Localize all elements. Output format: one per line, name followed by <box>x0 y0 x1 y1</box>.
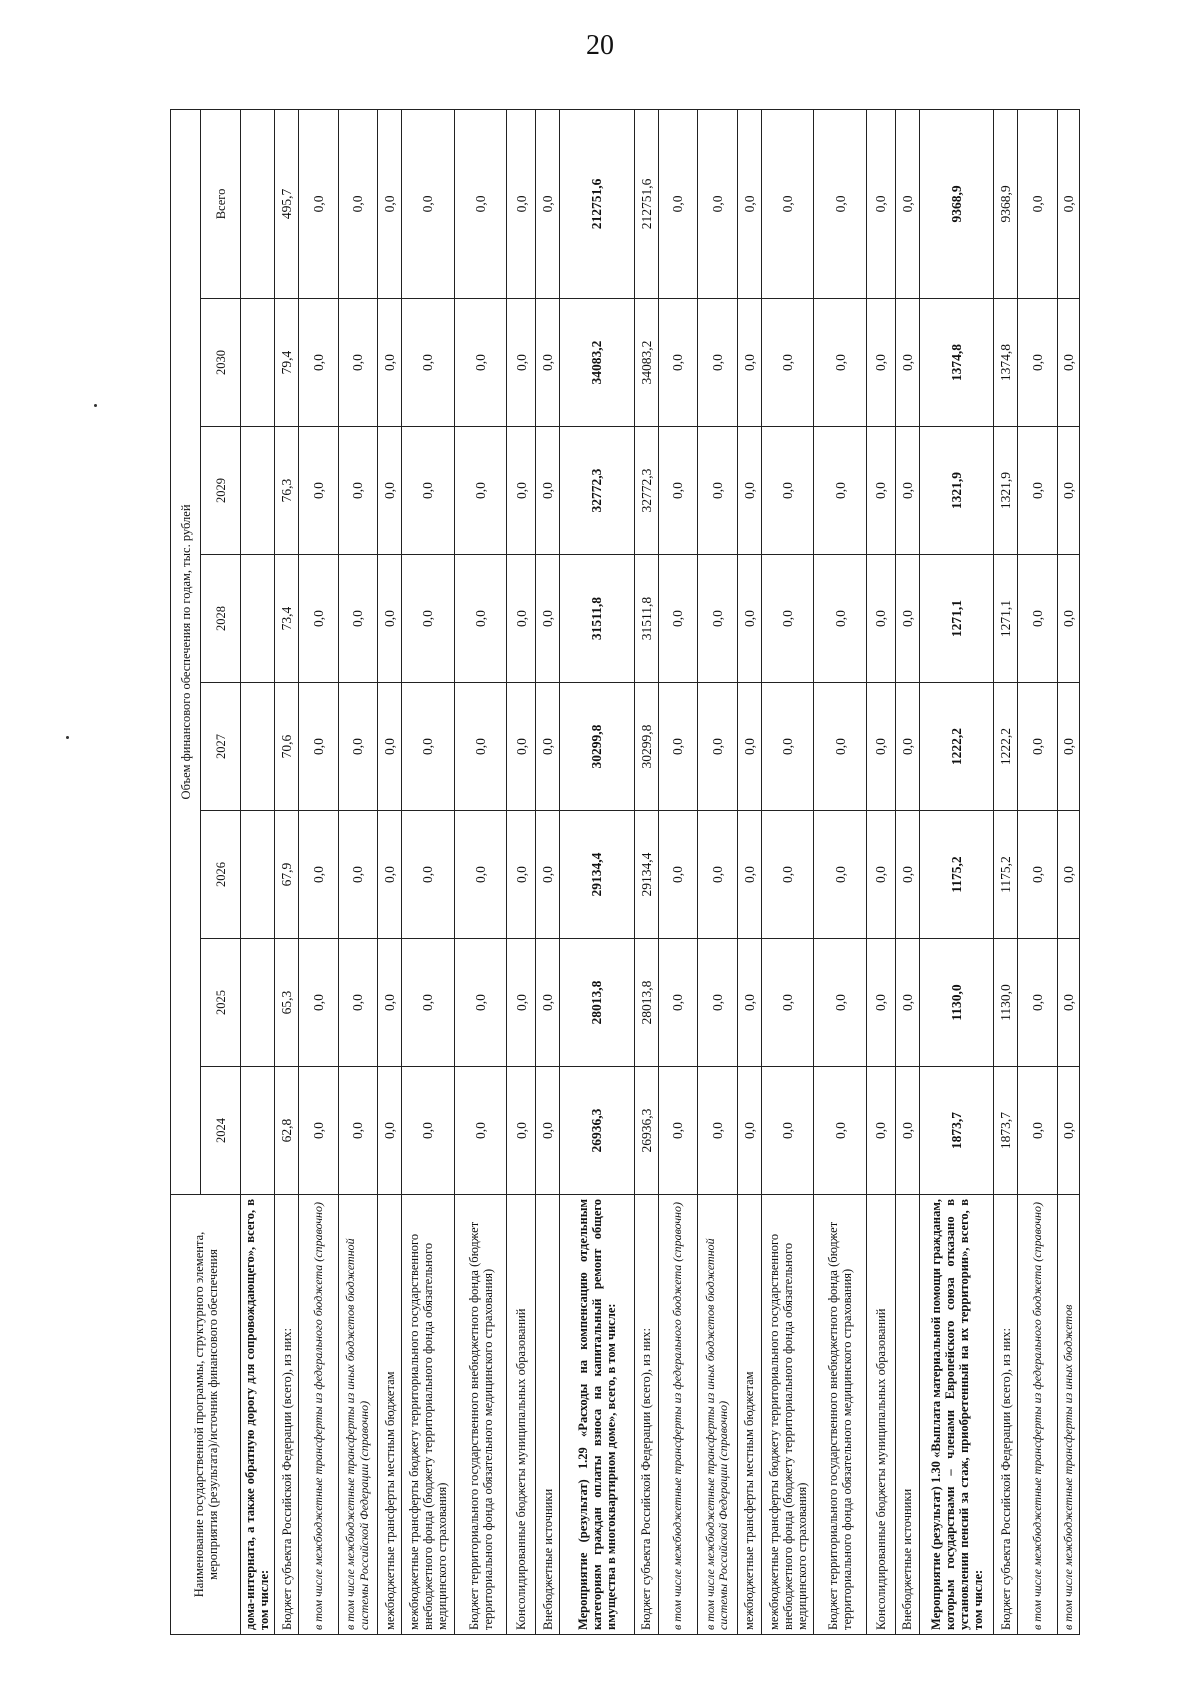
value-cell: 0,0 <box>402 109 455 298</box>
value-cell: 0,0 <box>507 555 536 683</box>
value-cell: 0,0 <box>454 299 507 427</box>
value-cell: 0,0 <box>535 427 559 555</box>
value-cell: 0,0 <box>402 427 455 555</box>
value-cell: 32772,3 <box>560 427 635 555</box>
value-cell: 0,0 <box>378 811 402 939</box>
value-cell: 0,0 <box>338 811 377 939</box>
financing-table-frame <box>170 110 1080 1635</box>
header-volume-caption: Объем финансового обеспечения по годам, тыс. рублей <box>171 109 201 1194</box>
value-cell: 0,0 <box>698 939 737 1067</box>
value-cell: 212751,6 <box>560 109 635 298</box>
value-cell: 79,4 <box>274 299 298 427</box>
row-label: Бюджет субъекта Российской Федерации (всего), из них: <box>994 1195 1018 1635</box>
value-cell: 0,0 <box>299 683 338 811</box>
value-cell: 0,0 <box>895 939 919 1067</box>
value-cell: 0,0 <box>737 109 761 298</box>
page-number: 20 <box>586 30 614 61</box>
value-cell: 0,0 <box>895 427 919 555</box>
value-cell <box>241 427 275 555</box>
value-cell: 0,0 <box>761 939 814 1067</box>
table-row <box>241 109 275 1634</box>
value-cell: 0,0 <box>299 109 338 298</box>
value-cell: 0,0 <box>1018 811 1057 939</box>
value-cell: 9368,9 <box>919 109 994 298</box>
value-cell: 0,0 <box>895 555 919 683</box>
value-cell: 1222,2 <box>919 683 994 811</box>
value-cell: 0,0 <box>761 683 814 811</box>
table-row <box>814 109 867 1634</box>
table-row <box>507 109 536 1634</box>
value-cell: 70,6 <box>274 683 298 811</box>
row-label: межбюджетные трансферты местным бюджетам <box>378 1195 402 1635</box>
value-cell: 0,0 <box>454 109 507 298</box>
value-cell: 0,0 <box>658 1067 697 1195</box>
value-cell: 0,0 <box>761 299 814 427</box>
value-cell: 0,0 <box>737 1067 761 1195</box>
value-cell: 0,0 <box>1057 811 1079 939</box>
row-label: межбюджетные трансферты местным бюджетам <box>737 1195 761 1635</box>
value-cell: 0,0 <box>535 939 559 1067</box>
row-label: Бюджет субъекта Российской Федерации (всего), из них: <box>634 1195 658 1635</box>
header-name-column: Наименование государственной программы, структурного элемента, мероприятия (результата)/источник финансового обеспечения <box>171 1195 241 1635</box>
table-row <box>1018 109 1057 1634</box>
value-cell: 0,0 <box>507 939 536 1067</box>
value-cell <box>241 299 275 427</box>
value-cell: 0,0 <box>402 1067 455 1195</box>
value-cell: 0,0 <box>658 555 697 683</box>
row-label: в том числе межбюджетные трансферты из федерального бюджета (справочно) <box>658 1195 697 1635</box>
value-cell: 31511,8 <box>634 555 658 683</box>
value-cell: 0,0 <box>378 109 402 298</box>
value-cell: 0,0 <box>1057 939 1079 1067</box>
value-cell: 0,0 <box>338 555 377 683</box>
value-cell: 0,0 <box>1018 299 1057 427</box>
row-label: в том числе межбюджетные трансферты из иных бюджетов бюджетной системы Российской Федерации (справочно) <box>338 1195 377 1635</box>
header-year-2029: 2029 <box>201 427 241 555</box>
value-cell: 0,0 <box>867 299 896 427</box>
value-cell: 0,0 <box>698 811 737 939</box>
value-cell: 0,0 <box>658 683 697 811</box>
value-cell: 0,0 <box>1057 683 1079 811</box>
table-row <box>338 109 377 1634</box>
value-cell: 0,0 <box>299 939 338 1067</box>
value-cell <box>241 811 275 939</box>
header-year-2030: 2030 <box>201 299 241 427</box>
value-cell: 0,0 <box>737 683 761 811</box>
value-cell: 0,0 <box>402 555 455 683</box>
value-cell: 0,0 <box>737 555 761 683</box>
value-cell: 28013,8 <box>560 939 635 1067</box>
row-label: Бюджет субъекта Российской Федерации (всего), из них: <box>274 1195 298 1635</box>
value-cell: 0,0 <box>737 299 761 427</box>
value-cell: 30299,8 <box>634 683 658 811</box>
table-row <box>994 109 1018 1634</box>
value-cell: 1271,1 <box>994 555 1018 683</box>
value-cell: 0,0 <box>454 939 507 1067</box>
value-cell: 32772,3 <box>634 427 658 555</box>
value-cell: 62,8 <box>274 1067 298 1195</box>
value-cell: 0,0 <box>761 427 814 555</box>
value-cell: 0,0 <box>814 555 867 683</box>
header-year-2026: 2026 <box>201 811 241 939</box>
value-cell: 29134,4 <box>560 811 635 939</box>
table-row <box>274 109 298 1634</box>
value-cell: 0,0 <box>698 427 737 555</box>
value-cell: 0,0 <box>402 299 455 427</box>
value-cell: 0,0 <box>299 1067 338 1195</box>
value-cell: 65,3 <box>274 939 298 1067</box>
header-year-2027: 2027 <box>201 683 241 811</box>
row-label: в том числе межбюджетные трансферты из иных бюджетов бюджетной системы Российской Федерации (справочно) <box>698 1195 737 1635</box>
value-cell: 0,0 <box>737 939 761 1067</box>
value-cell: 29134,4 <box>634 811 658 939</box>
value-cell: 0,0 <box>867 1067 896 1195</box>
value-cell: 34083,2 <box>560 299 635 427</box>
header-year-2028: 2028 <box>201 555 241 683</box>
row-label: дома-интерната, а также обратную дорогу для сопровождающего», всего, в том числе: <box>241 1195 275 1635</box>
value-cell: 26936,3 <box>560 1067 635 1195</box>
value-cell: 0,0 <box>867 555 896 683</box>
table-row <box>698 109 737 1634</box>
value-cell: 0,0 <box>338 939 377 1067</box>
value-cell: 0,0 <box>378 427 402 555</box>
value-cell: 0,0 <box>1057 555 1079 683</box>
value-cell <box>241 109 275 298</box>
value-cell: 0,0 <box>338 299 377 427</box>
table-row <box>378 109 402 1634</box>
value-cell: 0,0 <box>761 1067 814 1195</box>
row-label: Внебюджетные источники <box>895 1195 919 1635</box>
value-cell: 0,0 <box>454 427 507 555</box>
value-cell: 1873,7 <box>994 1067 1018 1195</box>
value-cell: 1130,0 <box>919 939 994 1067</box>
value-cell: 0,0 <box>1057 299 1079 427</box>
row-label: Консолидированные бюджеты муниципальных образований <box>867 1195 896 1635</box>
value-cell: 0,0 <box>507 427 536 555</box>
scan-speck <box>94 404 97 407</box>
value-cell: 0,0 <box>299 299 338 427</box>
value-cell: 0,0 <box>895 299 919 427</box>
row-label: Бюджет территориального государственного внебюджетного фонда (бюджет территориального фонда обязательного медицинского страхования) <box>814 1195 867 1635</box>
value-cell: 212751,6 <box>634 109 658 298</box>
value-cell: 0,0 <box>299 811 338 939</box>
value-cell: 0,0 <box>378 299 402 427</box>
value-cell: 0,0 <box>378 939 402 1067</box>
value-cell: 73,4 <box>274 555 298 683</box>
value-cell <box>241 683 275 811</box>
value-cell: 0,0 <box>814 109 867 298</box>
value-cell: 0,0 <box>814 683 867 811</box>
value-cell: 495,7 <box>274 109 298 298</box>
value-cell: 1271,1 <box>919 555 994 683</box>
table-row <box>560 109 635 1634</box>
value-cell: 1175,2 <box>919 811 994 939</box>
scan-speck <box>66 736 69 739</box>
value-cell: 0,0 <box>658 299 697 427</box>
value-cell: 0,0 <box>867 683 896 811</box>
value-cell: 0,0 <box>535 811 559 939</box>
value-cell: 0,0 <box>402 683 455 811</box>
value-cell: 0,0 <box>867 811 896 939</box>
value-cell: 0,0 <box>507 811 536 939</box>
header-year-2024: 2024 <box>201 1067 241 1195</box>
table-row <box>402 109 455 1634</box>
value-cell: 0,0 <box>402 939 455 1067</box>
value-cell: 1321,9 <box>994 427 1018 555</box>
value-cell: 0,0 <box>895 1067 919 1195</box>
value-cell: 0,0 <box>761 555 814 683</box>
header-year-2025: 2025 <box>201 939 241 1067</box>
value-cell: 0,0 <box>814 299 867 427</box>
financing-table <box>170 109 1080 1635</box>
row-label: в том числе межбюджетные трансферты из федерального бюджета (справочно) <box>1018 1195 1057 1635</box>
value-cell: 0,0 <box>658 811 697 939</box>
table-row <box>867 109 896 1634</box>
value-cell: 1222,2 <box>994 683 1018 811</box>
value-cell: 0,0 <box>814 811 867 939</box>
table-row <box>895 109 919 1634</box>
value-cell: 0,0 <box>814 939 867 1067</box>
value-cell: 76,3 <box>274 427 298 555</box>
value-cell: 0,0 <box>737 811 761 939</box>
value-cell: 1321,9 <box>919 427 994 555</box>
value-cell: 0,0 <box>454 1067 507 1195</box>
value-cell <box>241 1067 275 1195</box>
value-cell: 0,0 <box>1018 427 1057 555</box>
value-cell: 0,0 <box>698 299 737 427</box>
value-cell: 0,0 <box>454 683 507 811</box>
value-cell <box>241 555 275 683</box>
value-cell: 0,0 <box>454 811 507 939</box>
value-cell: 0,0 <box>507 299 536 427</box>
table-row <box>761 109 814 1634</box>
value-cell: 0,0 <box>1018 683 1057 811</box>
value-cell: 0,0 <box>698 109 737 298</box>
value-cell <box>241 939 275 1067</box>
row-label: Бюджет территориального государственного внебюджетного фонда (бюджет территориального фонда обязательного медицинского страхования) <box>454 1195 507 1635</box>
value-cell: 0,0 <box>507 109 536 298</box>
value-cell: 0,0 <box>1018 555 1057 683</box>
table-row <box>454 109 507 1634</box>
value-cell: 0,0 <box>658 939 697 1067</box>
value-cell: 0,0 <box>814 427 867 555</box>
value-cell: 1175,2 <box>994 811 1018 939</box>
value-cell: 0,0 <box>737 427 761 555</box>
value-cell: 0,0 <box>299 555 338 683</box>
value-cell: 0,0 <box>338 427 377 555</box>
table-row <box>535 109 559 1634</box>
value-cell: 0,0 <box>338 1067 377 1195</box>
value-cell: 0,0 <box>1018 1067 1057 1195</box>
value-cell: 0,0 <box>507 683 536 811</box>
value-cell: 0,0 <box>402 811 455 939</box>
row-label: Мероприятие (результат) 1.30 «Выплата материальной помощи гражданам, которым государствами – членами Европейского союза отказано в установлении пенсий за стаж, приобретенный на их территории», всего, в том числе: <box>919 1195 994 1635</box>
row-label: Мероприятие (результат) 1.29 «Расходы на компенсацию отдельным категориям граждан оплаты взноса на капитальный ремонт общего имущества в многоквартирном доме», всего, в том числе: <box>560 1195 635 1635</box>
value-cell: 0,0 <box>338 109 377 298</box>
value-cell: 1873,7 <box>919 1067 994 1195</box>
value-cell: 0,0 <box>1057 1067 1079 1195</box>
value-cell: 0,0 <box>378 1067 402 1195</box>
value-cell: 0,0 <box>535 555 559 683</box>
value-cell: 1374,8 <box>994 299 1018 427</box>
table-row <box>299 109 338 1634</box>
row-label: в том числе межбюджетные трансферты из федерального бюджета (справочно) <box>299 1195 338 1635</box>
row-label: Консолидированные бюджеты муниципальных образований <box>507 1195 536 1635</box>
value-cell: 0,0 <box>698 683 737 811</box>
value-cell: 0,0 <box>1057 109 1079 298</box>
value-cell: 9368,9 <box>994 109 1018 298</box>
value-cell: 0,0 <box>535 1067 559 1195</box>
value-cell: 0,0 <box>895 109 919 298</box>
value-cell: 1130,0 <box>994 939 1018 1067</box>
value-cell: 31511,8 <box>560 555 635 683</box>
row-label: межбюджетные трансферты бюджету территориального государственного внебюджетного фонда (бюджету территориального фонда обязательного медицинского страхования) <box>761 1195 814 1635</box>
value-cell: 0,0 <box>1018 939 1057 1067</box>
value-cell: 0,0 <box>698 1067 737 1195</box>
value-cell: 0,0 <box>1018 109 1057 298</box>
value-cell: 0,0 <box>658 427 697 555</box>
value-cell: 0,0 <box>761 811 814 939</box>
value-cell: 0,0 <box>814 1067 867 1195</box>
value-cell: 30299,8 <box>560 683 635 811</box>
value-cell: 1374,8 <box>919 299 994 427</box>
table-row <box>737 109 761 1634</box>
value-cell: 67,9 <box>274 811 298 939</box>
value-cell: 28013,8 <box>634 939 658 1067</box>
value-cell: 0,0 <box>507 1067 536 1195</box>
value-cell: 0,0 <box>895 811 919 939</box>
value-cell: 0,0 <box>454 555 507 683</box>
table-row <box>919 109 994 1634</box>
value-cell: 34083,2 <box>634 299 658 427</box>
value-cell: 0,0 <box>867 427 896 555</box>
value-cell: 0,0 <box>378 683 402 811</box>
table-row <box>634 109 658 1634</box>
row-label: Внебюджетные источники <box>535 1195 559 1635</box>
value-cell: 0,0 <box>299 427 338 555</box>
value-cell: 0,0 <box>698 555 737 683</box>
table-row <box>1057 109 1079 1634</box>
value-cell: 0,0 <box>378 555 402 683</box>
value-cell: 0,0 <box>761 109 814 298</box>
table-row <box>658 109 697 1634</box>
row-label: в том числе межбюджетные трансферты из иных бюджетов <box>1057 1195 1079 1635</box>
value-cell: 26936,3 <box>634 1067 658 1195</box>
value-cell: 0,0 <box>658 109 697 298</box>
header-year-total: Всего <box>201 109 241 298</box>
value-cell: 0,0 <box>535 683 559 811</box>
value-cell: 0,0 <box>338 683 377 811</box>
value-cell: 0,0 <box>1057 427 1079 555</box>
value-cell: 0,0 <box>535 109 559 298</box>
value-cell: 0,0 <box>895 683 919 811</box>
value-cell: 0,0 <box>867 939 896 1067</box>
value-cell: 0,0 <box>535 299 559 427</box>
rotated-table-area <box>170 110 1080 1635</box>
value-cell: 0,0 <box>867 109 896 298</box>
row-label: межбюджетные трансферты бюджету территориального государственного внебюджетного фонда (бюджету территориального фонда обязательного медицинского страхования) <box>402 1195 455 1635</box>
